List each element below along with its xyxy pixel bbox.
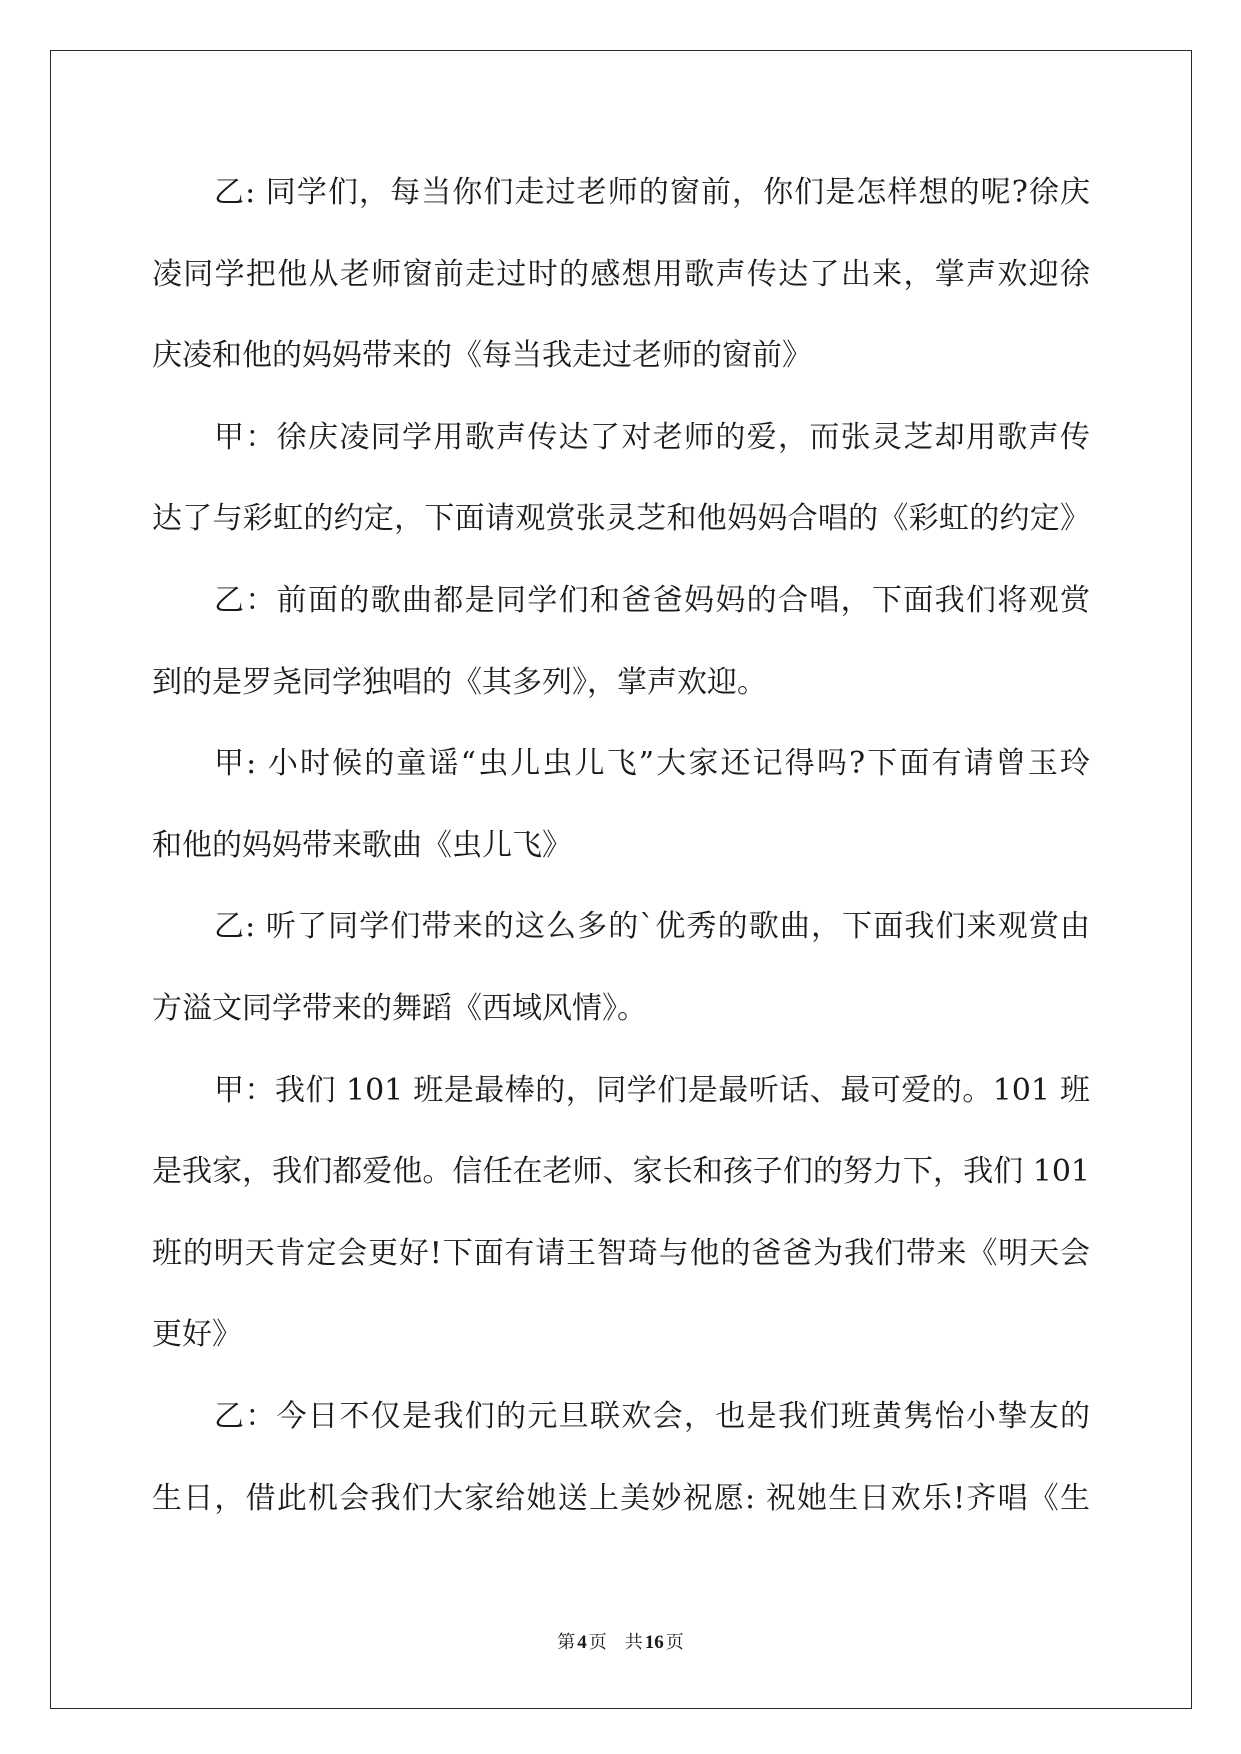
total-label-prefix: 共	[624, 1632, 643, 1653]
paragraph	[152, 886, 1090, 1049]
text-line: 庆凌和他的妈妈带来的《每当我走过老师的窗前》	[152, 338, 812, 374]
paragraph	[152, 1050, 1090, 1376]
paragraph	[152, 560, 1090, 723]
text-line: 凌同学把他从老师窗前走过时的感想用歌声传达了出来，掌声欢迎徐	[152, 256, 1090, 292]
page-label-suffix: 页	[588, 1632, 607, 1653]
paragraph	[152, 397, 1090, 560]
text-line: 乙: 听了同学们带来的这么多的`优秀的歌曲，下面我们来观赏由	[214, 909, 1090, 945]
total-label-suffix: 页	[665, 1632, 684, 1653]
page-number: 4	[577, 1632, 587, 1653]
text-line: 甲：徐庆凌同学用歌声传达了对老师的爱，而张灵芝却用歌声传	[214, 419, 1090, 455]
total-pages: 16	[644, 1632, 664, 1653]
paragraph	[152, 152, 1090, 397]
text-line: 方溢文同学带来的舞蹈《西域风情》。	[152, 990, 647, 1026]
text-line: 到的是罗尧同学独唱的《其多列》，掌声欢迎。	[152, 664, 767, 700]
text-line: 是我家，我们都爱他。信任在老师、家长和孩子们的努力下，我们 101	[152, 1154, 1090, 1190]
text-line: 更好》	[152, 1317, 242, 1353]
text-line: 和他的妈妈带来歌曲《虫儿飞》	[152, 827, 572, 863]
text-line: 乙: 同学们，每当你们走过老师的窗前，你们是怎样想的呢?徐庆	[214, 175, 1090, 210]
text-line: 甲: 小时候的童谣“虫儿虫儿飞”大家还记得吗?下面有请曾玉玲	[214, 746, 1090, 782]
text-line: 甲：我们 101 班是最棒的，同学们是最听话、最可爱的。101 班	[214, 1072, 1090, 1108]
paragraph	[152, 723, 1090, 886]
page-footer	[0, 1630, 1241, 1656]
text-line: 达了与彩虹的约定，下面请观赏张灵芝和他妈妈合唱的《彩虹的约定》	[152, 501, 1090, 537]
body-text	[152, 152, 1090, 1539]
text-line: 乙：前面的歌曲都是同学们和爸爸妈妈的合唱，下面我们将观赏	[214, 582, 1090, 618]
text-line: 乙：今日不仅是我们的元旦联欢会，也是我们班黄隽怡小挚友的	[214, 1398, 1090, 1434]
paragraph	[152, 1376, 1090, 1539]
text-line: 班的明天肯定会更好!下面有请王智琦与他的爸爸为我们带来《明天会	[152, 1235, 1090, 1271]
page-label-prefix: 第	[557, 1632, 576, 1653]
text-line: 生日，借此机会我们大家给她送上美妙祝愿: 祝她生日欢乐!齐唱《生	[152, 1480, 1090, 1516]
